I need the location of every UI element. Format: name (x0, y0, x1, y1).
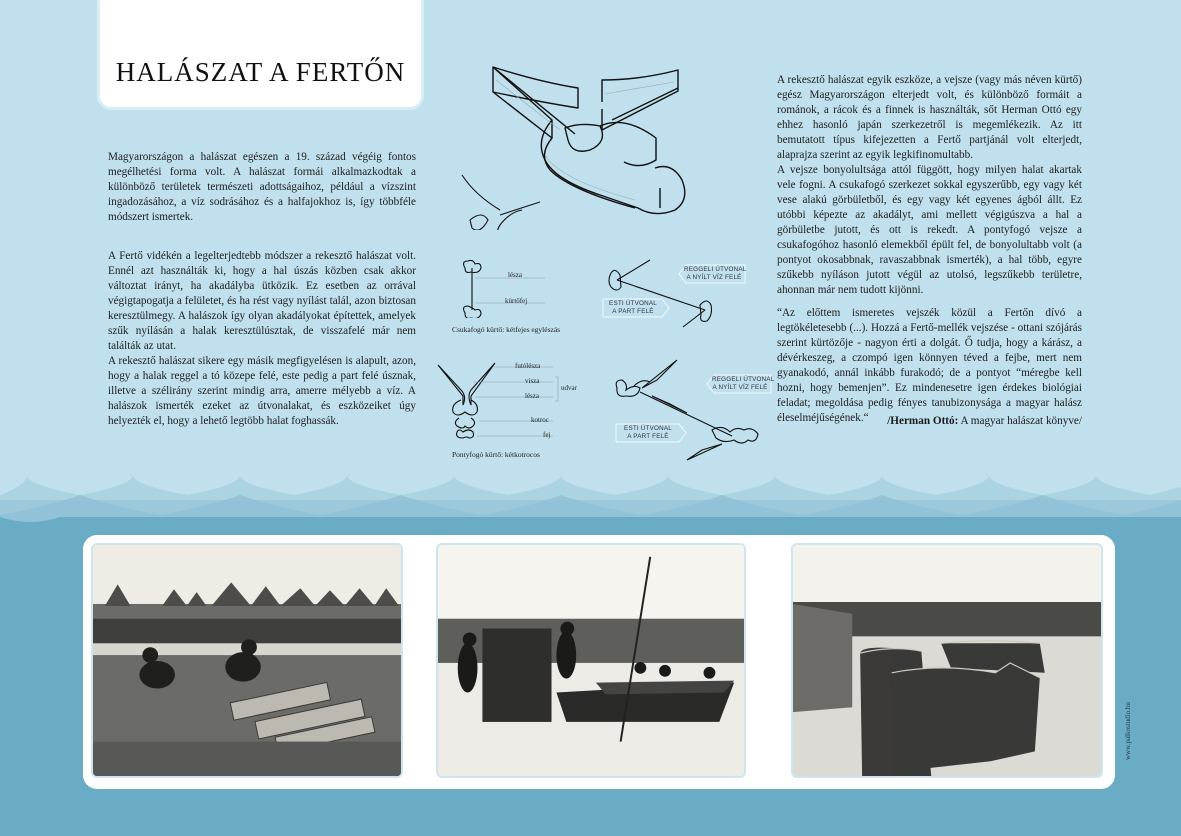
evening-route-line1: ESTI ÚTVONAL (609, 300, 657, 307)
quote-attribution: /Herman Ottó: A magyar halászat könyve/ (887, 415, 1082, 427)
label-lesza: lésza (508, 271, 522, 279)
photo-reed-bundling (91, 543, 403, 778)
morning-route2-line2: A NYÍLT VÍZ FELÉ (712, 384, 768, 391)
intro-paragraph-3: A rekesztő halászat sikere egy másik megfigyelésen is alapult, azon, hogy a halak reggel a tó közepe felé, este pedig a part felé úsznak, illetve a szélirány szerint mindig arra, amerre mélyebb a víz. A halászok ismerték ezeket az útvonalakat, és eszközeiket úgy helyezték el, hogy a lehető legtöbb halat foghassák. (108, 355, 416, 427)
morning-route-line2: A NYÍLT VÍZ FELÉ (686, 274, 742, 281)
evening-route2-line1: ESTI ÚTVONAL (624, 425, 672, 432)
label-visza: visza (525, 377, 540, 385)
morning-route2-line1: REGGELI ÚTVONAL (712, 376, 775, 383)
label-fej: fej (543, 431, 551, 439)
wave-decoration (0, 455, 1181, 545)
vejsze-text (777, 73, 1082, 298)
vejsze-paragraph-1: A rekesztő halászat egyik eszköze, a vejsze (vagy más néven kürtő) egész Magyarországon elterjedt volt, és különböző formáit a románok, a rácok és a finnek is használták, sőt Herman Ottó egy ehhez hasonló japán szerkezetről is megemlékezik. Az itt bemutatott típus kifejezetten a Fertő partjánál volt elterjedt, alaprajza szerint az egyik legkifinomultabb. (777, 74, 1082, 161)
evening-route2-line2: A PART FELÉ (627, 433, 669, 440)
carp-trap-caption: Pontyfogó kürtő: kétkotrocos (452, 450, 540, 459)
carp-trap-diagram (433, 360, 573, 445)
photo-reed-trap (791, 543, 1103, 778)
vejsze-paragraph-2: A vejsze bonyolultsága attól függött, hogy milyen halat akartak vele fogni. A csukafogó szerkezet sokkal egyszerűbb, egy vagy két vese alakú görbületből, és egy vagy két egyenes ágból állt. Ez utóbbi képezte az akadályt, ami mellett végigúszva a hal a görbületbe jutott, és ott is rekedt. A pontyfogó vejsze a csukafogóhoz hasonló elemekből épült fel, de bonyolultabb volt (a pontyot okosabbnak, ravaszabbnak ismerték), a hal több, egyre szűkebb nyíláson jutott végül az utolsó, legszűkebb területre, ahonnan már nem tudott kijönni. (777, 164, 1082, 296)
page-title: HALÁSZAT A FERTŐN (115, 57, 406, 87)
photo-fishermen-boat (436, 543, 746, 778)
pike-trap-caption: Csukafogó kürtő: kétfejes egylészás (452, 325, 561, 334)
label-kurtofej: kürtőfej (505, 297, 528, 305)
intro-text (108, 150, 416, 429)
pike-trap-diagram (455, 258, 545, 318)
label-udvar: udvar (561, 384, 577, 392)
intro-paragraph-1: Magyarországon a halászat egészen a 19. század végéig fontos megélhetési forma volt. A halászat formái alkalmazkodtak a különböző területek természeti adottságaihoz, például a vízszint ingadozásához, a víz sodrásához és a halfajokhoz is, így többféle módszert ismertek. (108, 151, 416, 223)
label-futolesza: futólésza (515, 362, 541, 370)
herman-quote: “Az előttem ismeretes vejszék közül a Fertőn dívó a legtökéletesebb (...). Hozzá a Fertő-mellék vejszése - ottani szójárás szerint kürtözője - nagyon érti a dolgát. Ő tudja, hogy a kárász, a dévérkeszeg, a czompó igen könnyen téved a fejbe, mert nem gyanakodó, annál inkább furakodó; de a pontyot “méregbe kell hozni, hogy bemenjen”. Ez mindenesetre igen érdekes biológiai feladat; megoldása pedig fényes tanubizonysága a magyar halász éleselméjűségének.“ (777, 307, 1082, 424)
intro-paragraph-2: A Fertő vidékén a legelterjedtebb módszer a rekesztő halászat volt. Ennél azt használták ki, hogy a hal úszás közben csak akkor változtat irányt, ha akadályba ütközik. Ez esetben az orrával végigtapogatja a felületet, és ha rést vagy nyílást talál, azon biztosan keresztülmegy. A halászok így olyan akadályokat építettek, amelyek szűk nyílásán a halak keresztülúsztak, de visszafelé már nem találták az utat. (108, 250, 416, 352)
trap-isometric-diagram (460, 60, 720, 230)
title-box (97, 0, 424, 110)
label-lesza-carp: lésza (525, 392, 539, 400)
evening-route-line2: A PART FELÉ (612, 308, 654, 315)
studio-credit: www.palkostudio.hu (1124, 702, 1132, 760)
photo-panel (83, 535, 1115, 789)
label-kotroc: kotroc (531, 416, 549, 424)
morning-route-line1: REGGELI ÚTVONAL (684, 266, 747, 273)
